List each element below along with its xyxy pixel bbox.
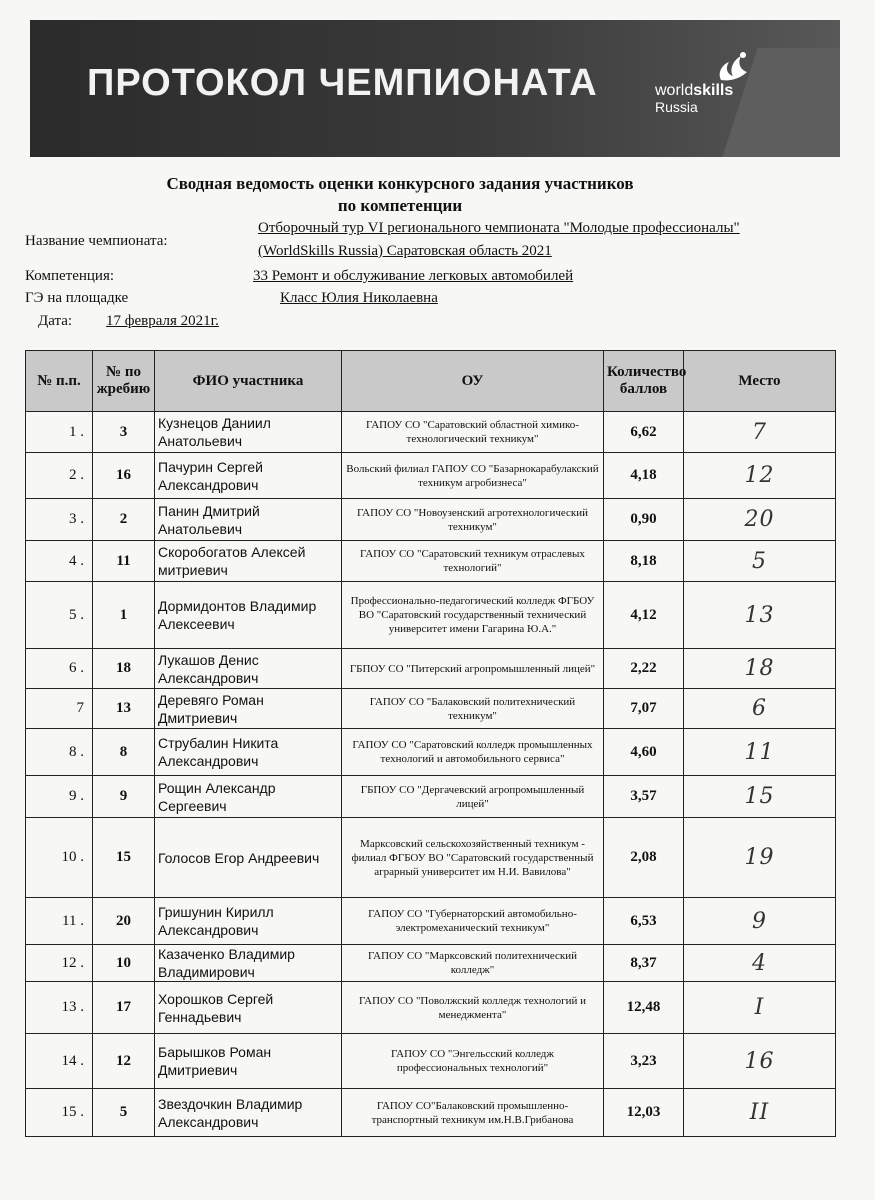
worldskills-logo: [655, 50, 775, 120]
row-score: 12,03: [604, 1089, 684, 1137]
row-score: 12,48: [604, 982, 684, 1034]
col-header-place: Место: [684, 351, 836, 412]
table-row: [26, 499, 836, 541]
table-row: [26, 453, 836, 499]
row-lot: 11: [93, 541, 155, 582]
row-number: 15 .: [26, 1089, 93, 1137]
row-score: 4,60: [604, 729, 684, 776]
col-header-participant: ФИО участника: [155, 351, 342, 412]
row-place-handwritten: 19: [684, 818, 836, 898]
banner-title: ПРОТОКОЛ ЧЕМПИОНАТА: [87, 62, 598, 104]
row-place-handwritten: 4: [684, 945, 836, 982]
row-participant: Барышков Роман Дмитриевич: [155, 1034, 342, 1089]
row-score: 7,07: [604, 689, 684, 729]
row-institution: Вольский филиал ГАПОУ СО "Базарнокарабулакский техникум агробизнеса": [342, 453, 604, 499]
row-lot: 1: [93, 582, 155, 649]
row-participant: Лукашов Денис Александрович: [155, 649, 342, 689]
row-number: 14 .: [26, 1034, 93, 1089]
table-row: [26, 776, 836, 818]
row-number: 5 .: [26, 582, 93, 649]
table-row: [26, 1089, 836, 1137]
row-score: 8,37: [604, 945, 684, 982]
row-participant: Хорошков Сергей Геннадьевич: [155, 982, 342, 1034]
row-lot: 13: [93, 689, 155, 729]
table-row: [26, 945, 836, 982]
row-institution: Марксовский сельскохозяйственный техникум - филиал ФГБОУ ВО "Саратовский государственный аграрный университет им Н.И. Вавилова": [342, 818, 604, 898]
worldskills-flame-icon: [713, 50, 753, 84]
row-number: 7: [26, 689, 93, 729]
table-row: [26, 982, 836, 1034]
row-number: 2 .: [26, 453, 93, 499]
row-score: 6,62: [604, 412, 684, 453]
row-participant: Дормидонтов Владимир Алексеевич: [155, 582, 342, 649]
row-institution: ГАПОУ СО "Саратовский областной химико-технологический техникум": [342, 412, 604, 453]
row-participant: Звездочкин Владимир Александрович: [155, 1089, 342, 1137]
row-participant: Кузнецов Даниил Анатольевич: [155, 412, 342, 453]
row-lot: 18: [93, 649, 155, 689]
header-banner: [30, 20, 840, 157]
row-number: 8 .: [26, 729, 93, 776]
row-place-handwritten: 18: [684, 649, 836, 689]
table-row: [26, 1034, 836, 1089]
championship-value-line2: (WorldSkills Russia) Саратовская область 2021: [258, 243, 552, 259]
col-header-number: № п.п.: [26, 351, 93, 412]
row-participant: Казаченко Владимир Владимирович: [155, 945, 342, 982]
row-place-handwritten: 9: [684, 898, 836, 945]
row-lot: 8: [93, 729, 155, 776]
row-lot: 5: [93, 1089, 155, 1137]
row-lot: 10: [93, 945, 155, 982]
table-row: [26, 898, 836, 945]
row-number: 6 .: [26, 649, 93, 689]
row-institution: ГБПОУ СО "Дергачевский агропромышленный лицей": [342, 776, 604, 818]
table-row: [26, 818, 836, 898]
col-header-institution: ОУ: [342, 351, 604, 412]
row-lot: 3: [93, 412, 155, 453]
col-header-lot: № по жребию: [93, 351, 155, 412]
row-place-handwritten: 7: [684, 412, 836, 453]
table-row: [26, 729, 836, 776]
row-lot: 15: [93, 818, 155, 898]
row-score: 3,57: [604, 776, 684, 818]
table-row: [26, 582, 836, 649]
row-place-handwritten: 12: [684, 453, 836, 499]
row-participant: Струбалин Никита Александрович: [155, 729, 342, 776]
row-lot: 9: [93, 776, 155, 818]
row-number: 13 .: [26, 982, 93, 1034]
row-lot: 17: [93, 982, 155, 1034]
championship-label: Название чемпионата:: [25, 233, 168, 249]
championship-value-line1: Отборочный тур VI регионального чемпионата "Молодые профессионалы": [258, 220, 740, 236]
row-place-handwritten: 15: [684, 776, 836, 818]
row-number: 12 .: [26, 945, 93, 982]
row-place-handwritten: 6: [684, 689, 836, 729]
competence-value: 33 Ремонт и обслуживание легковых автомобилей: [253, 268, 574, 284]
document-heading-line2: по компетенции: [337, 196, 463, 215]
row-lot: 16: [93, 453, 155, 499]
row-score: 6,53: [604, 898, 684, 945]
col-header-score: Количество баллов: [604, 351, 684, 412]
table-row: [26, 412, 836, 453]
results-table: [25, 350, 836, 1137]
row-participant: Рощин Александр Сергеевич: [155, 776, 342, 818]
row-institution: ГАПОУ СО "Поволжский колледж технологий и менеджмента": [342, 982, 604, 1034]
row-institution: ГАПОУ СО "Балаковский политехнический техникум": [342, 689, 604, 729]
row-participant: Пачурин Сергей Александрович: [155, 453, 342, 499]
row-place-handwritten: 20: [684, 499, 836, 541]
row-participant: Скоробогатов Алексей митриевич: [155, 541, 342, 582]
row-place-handwritten: 16: [684, 1034, 836, 1089]
row-participant: Голосов Егор Андреевич: [155, 818, 342, 898]
row-score: 2,22: [604, 649, 684, 689]
row-number: 4 .: [26, 541, 93, 582]
table-row: [26, 689, 836, 729]
row-score: 4,12: [604, 582, 684, 649]
row-place-handwritten: II: [684, 1089, 836, 1137]
row-score: 4,18: [604, 453, 684, 499]
date-value: 17 февраля 2021г.: [106, 313, 219, 329]
logo-country-text: Russia: [655, 99, 698, 115]
row-institution: ГАПОУ СО "Новоузенский агротехнологический техникум": [342, 499, 604, 541]
row-number: 10 .: [26, 818, 93, 898]
logo-world-text: world: [655, 82, 694, 99]
row-lot: 20: [93, 898, 155, 945]
row-participant: Деревяго Роман Дмитриевич: [155, 689, 342, 729]
row-place-handwritten: 11: [684, 729, 836, 776]
expert-value: Класс Юлия Николаевна: [280, 290, 438, 306]
row-score: 2,08: [604, 818, 684, 898]
table-row: [26, 649, 836, 689]
row-number: 9 .: [26, 776, 93, 818]
document-heading-line1: Сводная ведомость оценки конкурсного задания участников: [166, 174, 634, 193]
row-lot: 2: [93, 499, 155, 541]
logo-skills-text: skills: [693, 82, 734, 99]
row-place-handwritten: I: [684, 982, 836, 1034]
table-row: [26, 541, 836, 582]
row-institution: ГАПОУ СО "Марксовский политехнический колледж": [342, 945, 604, 982]
row-score: 0,90: [604, 499, 684, 541]
row-institution: ГАПОУ СО "Губернаторский автомобильно-электромеханический техникум": [342, 898, 604, 945]
row-institution: Профессионально-педагогический колледж ФГБОУ ВО "Саратовский государственный технический университет имени Гагарина Ю.А.": [342, 582, 604, 649]
row-place-handwritten: 13: [684, 582, 836, 649]
row-participant: Гришунин Кирилл Александрович: [155, 898, 342, 945]
row-institution: ГАПОУ СО "Саратовский техникум отраслевых технологий": [342, 541, 604, 582]
row-score: 8,18: [604, 541, 684, 582]
row-number: 3 .: [26, 499, 93, 541]
competence-label: Компетенция:: [25, 268, 115, 284]
row-lot: 12: [93, 1034, 155, 1089]
row-institution: ГАПОУ СО "Саратовский колледж промышленных технологий и автомобильного сервиса": [342, 729, 604, 776]
row-number: 1 .: [26, 412, 93, 453]
row-participant: Панин Дмитрий Анатольевич: [155, 499, 342, 541]
row-score: 3,23: [604, 1034, 684, 1089]
row-institution: ГБПОУ СО "Питерский агропромышленный лицей": [342, 649, 604, 689]
row-institution: ГАПОУ СО "Энгельсский колледж профессиональных технологий": [342, 1034, 604, 1089]
row-number: 11 .: [26, 898, 93, 945]
date-label: Дата:: [38, 313, 73, 329]
table-header-row: [26, 351, 836, 412]
row-place-handwritten: 5: [684, 541, 836, 582]
expert-label: ГЭ на площадке: [25, 290, 129, 306]
row-institution: ГАПОУ СО"Балаковский промышленно-транспортный техникум им.Н.В.Грибанова: [342, 1089, 604, 1137]
